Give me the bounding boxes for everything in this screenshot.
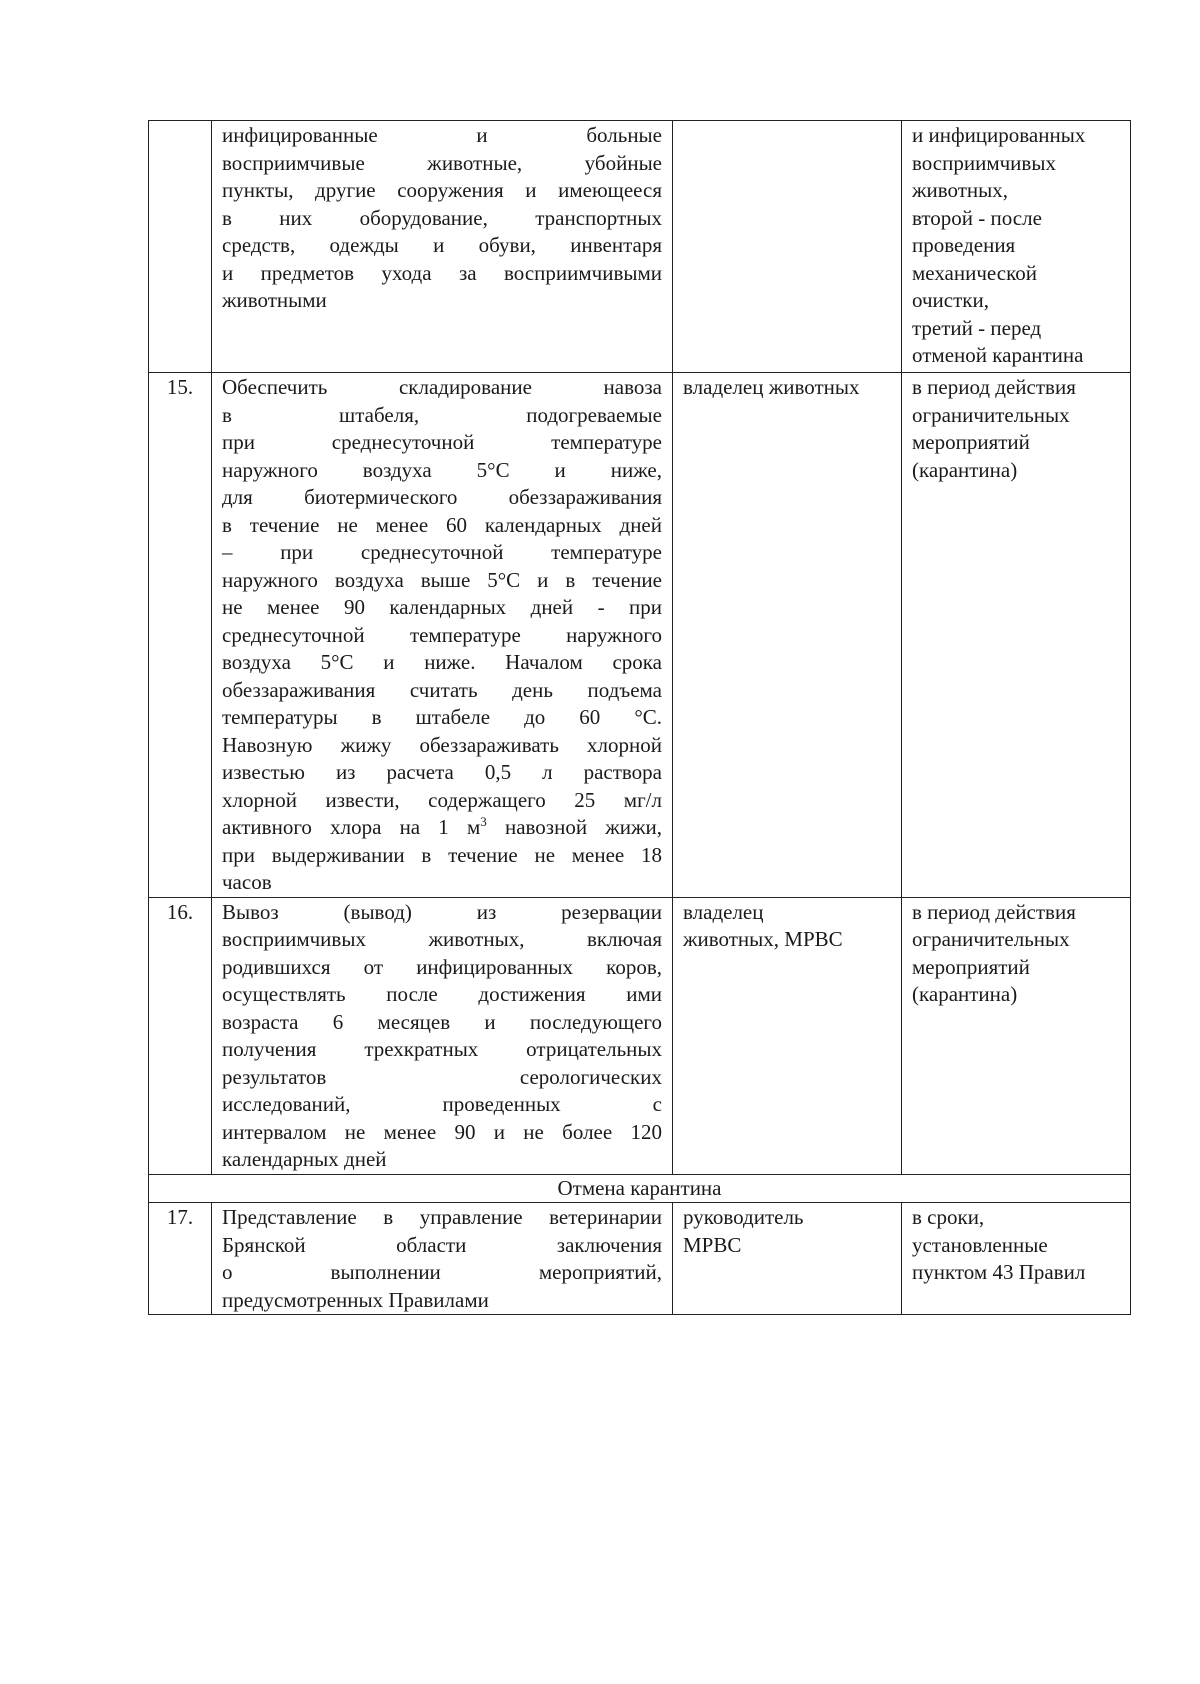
measures-table xyxy=(148,120,1131,1315)
term-line: установленные xyxy=(912,1232,1048,1257)
term-line: пунктом 43 Правил xyxy=(912,1260,1086,1284)
term-line: третий - перед xyxy=(912,315,1042,340)
action-line: в них оборудование, транспортных xyxy=(222,205,662,230)
action-line: и предметов ухода за восприимчивыми xyxy=(222,260,662,285)
action-line: средств, одежды и обуви, инвентаря xyxy=(222,233,662,257)
action-line-with-superscript xyxy=(222,814,662,842)
table-row xyxy=(149,373,1131,898)
term-line: в период действия xyxy=(912,375,1076,399)
row-number xyxy=(149,121,212,373)
row-responsible xyxy=(673,121,902,373)
action-line: осуществлять после достижения ими xyxy=(222,982,662,1006)
row-term xyxy=(902,373,1131,898)
action-line: наружного воздуха выше 5°С и в течение xyxy=(222,567,662,592)
term-line: мероприятий xyxy=(912,954,1030,979)
term-line: и инфицированных xyxy=(912,123,1086,147)
responsible-line: животных, МРВС xyxy=(683,927,843,951)
action-line: пункты, другие сооружения и имеющееся xyxy=(222,178,662,202)
row-responsible xyxy=(673,897,902,1174)
action-line: хлорной извести, содержащего 25 мг/л xyxy=(222,787,662,812)
row-action xyxy=(212,373,673,898)
action-line: температуры в штабеле до 60 °С. xyxy=(222,705,662,729)
row-responsible xyxy=(673,1203,902,1315)
term-line: мероприятий xyxy=(912,430,1030,454)
section-title: Отмена карантина xyxy=(149,1174,1131,1203)
action-line: животными xyxy=(222,288,327,312)
term-line: очистки, xyxy=(912,288,989,312)
action-line: Брянской области заключения xyxy=(222,1232,662,1257)
term-line: второй - после xyxy=(912,205,1042,230)
term-line: восприимчивых xyxy=(912,150,1056,175)
action-line: обеззараживания считать день подъема xyxy=(222,677,662,702)
row-number: 16. xyxy=(149,897,212,1174)
term-line: проведения xyxy=(912,233,1016,257)
action-line: наружного воздуха 5°С и ниже, xyxy=(222,457,662,482)
action-line: предусмотренных Правилами xyxy=(222,1287,489,1312)
superscript: 3 xyxy=(480,814,487,829)
action-line: среднесуточной температуре наружного xyxy=(222,622,662,647)
term-line: в период действия xyxy=(912,899,1076,924)
row-action xyxy=(212,897,673,1174)
action-line: – при среднесуточной температуре xyxy=(222,540,662,564)
term-line: ограничительных xyxy=(912,927,1070,951)
action-line: Обеспечить складирование навоза xyxy=(222,375,662,399)
action-line-part: активного хлора на 1 м xyxy=(222,815,481,839)
term-line: механической xyxy=(912,260,1037,285)
action-line: не менее 90 календарных дней - при xyxy=(222,595,662,619)
action-line: исследований, проведенных с xyxy=(222,1092,662,1116)
term-line: (карантина) xyxy=(912,457,1018,482)
term-line: отменой карантина xyxy=(912,343,1084,367)
row-number: 15. xyxy=(149,373,212,898)
action-line: при выдерживании в течение не менее 18 xyxy=(222,842,662,867)
term-line: (карантина) xyxy=(912,982,1018,1006)
action-line: родившихся от инфицированных коров, xyxy=(222,954,662,979)
action-line: о выполнении мероприятий, xyxy=(222,1260,662,1284)
action-line: интервалом не менее 90 и не более 120 xyxy=(222,1119,662,1144)
action-line: при среднесуточной температуре xyxy=(222,430,662,454)
row-responsible: владелец животных xyxy=(673,373,902,898)
row-term xyxy=(902,897,1131,1174)
action-line: инфицированные и больные xyxy=(222,123,662,147)
term-line: в сроки, xyxy=(912,1205,985,1229)
section-row xyxy=(149,1174,1131,1203)
action-line: возраста 6 месяцев и последующего xyxy=(222,1009,662,1034)
action-line: известью из расчета 0,5 л раствора xyxy=(222,760,662,784)
action-line: получения трехкратных отрицательных xyxy=(222,1037,662,1061)
action-line: Вывоз (вывод) из резервации xyxy=(222,899,662,924)
row-action xyxy=(212,1203,673,1315)
row-term xyxy=(902,1203,1131,1315)
action-line: для биотермического обеззараживания xyxy=(222,485,662,509)
row-term xyxy=(902,121,1131,373)
action-line: Представление в управление ветеринарии xyxy=(222,1205,662,1229)
responsible-line: МРВС xyxy=(683,1232,742,1257)
action-line: календарных дней xyxy=(222,1147,387,1171)
table-row xyxy=(149,121,1131,373)
table-row xyxy=(149,1203,1131,1315)
table-row xyxy=(149,897,1131,1174)
term-line: животных, xyxy=(912,178,1009,202)
row-number: 17. xyxy=(149,1203,212,1315)
action-line: в штабеля, подогреваемые xyxy=(222,402,662,427)
action-line: Навозную жижу обеззараживать хлорной xyxy=(222,732,662,757)
responsible-line: владелец xyxy=(683,899,764,924)
action-line: часов xyxy=(222,870,272,894)
action-line: воздуха 5°С и ниже. Началом срока xyxy=(222,650,662,674)
row-action xyxy=(212,121,673,373)
term-line: ограничительных xyxy=(912,402,1070,427)
action-line-part: навозной жижи, xyxy=(486,815,662,839)
action-line: восприимчивых животных, включая xyxy=(222,927,662,951)
action-line: в течение не менее 60 календарных дней xyxy=(222,512,662,537)
responsible-line: руководитель xyxy=(683,1205,804,1229)
action-line: результатов серологических xyxy=(222,1064,662,1089)
action-line: восприимчивые животные, убойные xyxy=(222,150,662,175)
